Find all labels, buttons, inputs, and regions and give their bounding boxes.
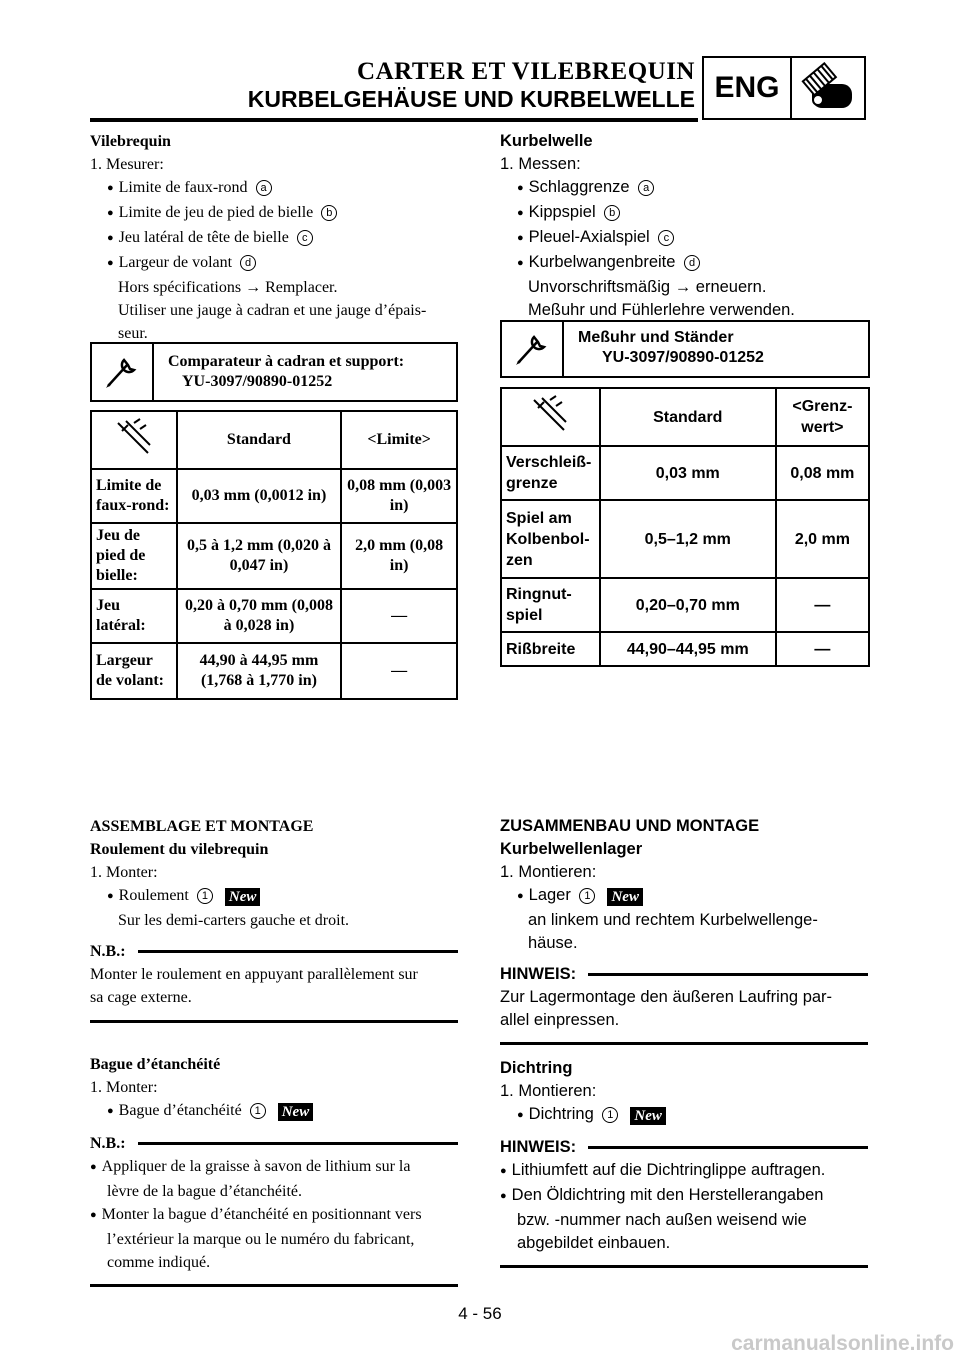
fr-nb-text: Monter le roulement en appuyant parallèlement sur xyxy=(90,966,418,983)
wrench-icon xyxy=(502,322,564,376)
fr-bullet: ● Limite de jeu de pied de bielle b xyxy=(90,201,460,226)
new-badge: New xyxy=(630,1107,666,1125)
fr-nb-text: l’extérieur la marque ou le numéro du fabricant, xyxy=(107,1231,415,1248)
caliper-icon xyxy=(91,411,177,469)
de-assembly-section xyxy=(500,815,868,1268)
de-hinweis-text: abgebildet einbauen. xyxy=(517,1234,671,1252)
fr-step: 1. Monter: xyxy=(90,864,158,881)
engine-icon xyxy=(792,58,864,118)
de-measure-section xyxy=(500,130,870,322)
header-title-fr: CARTER ET VILEBREQUIN xyxy=(357,58,695,85)
fr-measure-section xyxy=(90,130,460,345)
de-tool-line1: Meßuhr und Ständer xyxy=(578,329,734,346)
fr-nb-text: ● Appliquer de la graisse à savon de lithium sur la xyxy=(90,1155,458,1180)
de-bullet: ● Kurbelwangenbreite d xyxy=(500,251,870,276)
fr-nb-header: N.B.: xyxy=(90,940,458,963)
fr-tool-box xyxy=(90,342,458,402)
fr-nb-text: sa cage externe. xyxy=(90,989,192,1006)
de-hinweis-header: HINWEIS: xyxy=(500,963,868,986)
fr-spec-table xyxy=(90,410,458,700)
table-row: Spiel am Kolbenbol-zen 0,5–1,2 mm 2,0 mm xyxy=(501,500,869,578)
eng-badge xyxy=(702,56,866,120)
table-row: Jeu de pied de bielle: 0,5 à 1,2 mm (0,020 à 0,047 in) 2,0 mm (0,08 in) xyxy=(91,523,457,589)
de-instruction: Unvorschriftsmäßig → erneuern. xyxy=(528,278,767,296)
fr-nb-end-rule xyxy=(90,1284,458,1287)
de-step: 1. Montieren: xyxy=(500,1082,597,1100)
fr-step: 1. Mesurer: xyxy=(90,156,164,173)
de-section-title: ZUSAMMENBAU UND MONTAGE xyxy=(500,817,760,835)
new-badge: New xyxy=(225,888,261,906)
de-sub-heading: Dichtring xyxy=(500,1059,573,1077)
de-tool-line2: YU-3097/90890-01252 xyxy=(602,349,764,366)
de-instruction: Meßuhr und Fühlerlehre verwenden. xyxy=(528,301,795,319)
de-hinweis-text: bzw. -nummer nach außen weisend wie xyxy=(517,1211,807,1229)
de-header-std: Standard xyxy=(600,388,776,446)
table-row: Rißbreite 44,90–44,95 mm — xyxy=(501,632,869,666)
de-hinweis-text: ● Lithiumfett auf die Dichtringlippe auftragen. xyxy=(500,1159,868,1184)
fr-step: 1. Monter: xyxy=(90,1079,158,1096)
fr-item-note: Sur les demi-carters gauche et droit. xyxy=(118,912,350,929)
table-row: Jeu latéral: 0,20 à 0,70 mm (0,008 à 0,028 in) — xyxy=(91,589,457,643)
fr-instruction: seur. xyxy=(118,325,148,342)
de-item-note: häuse. xyxy=(528,934,578,952)
fr-nb-header: N.B.: xyxy=(90,1132,458,1155)
fr-header-limit: <Limite> xyxy=(341,411,457,469)
fr-assembly-section xyxy=(90,815,458,1287)
de-item-note: an linkem und rechtem Kurbelwellenge- xyxy=(528,911,818,929)
new-badge: New xyxy=(278,1103,314,1121)
table-row: Limite de faux-rond: 0,03 mm (0,0012 in) 0,08 mm (0,003 in) xyxy=(91,469,457,523)
de-spec-table xyxy=(500,387,870,667)
fr-tool-line1: Comparateur à cadran et support: xyxy=(168,353,405,370)
fr-nb-text: comme indiqué. xyxy=(107,1254,211,1271)
de-header-limit: <Grenz-wert> xyxy=(776,388,869,446)
de-item: ● Dichtring 1 New xyxy=(500,1103,868,1128)
de-hinweis-header: HINWEIS: xyxy=(500,1136,868,1159)
table-row: Ringnut-spiel 0,20–0,70 mm — xyxy=(501,578,869,632)
fr-heading: Vilebrequin xyxy=(90,133,171,150)
header-title-de: KURBELGEHÄUSE UND KURBELWELLE xyxy=(247,86,695,112)
fr-nb-text: lèvre de la bague d’étanchéité. xyxy=(107,1183,302,1200)
caliper-icon xyxy=(501,388,600,446)
page-number: 4 - 56 xyxy=(458,1304,502,1323)
fr-item: ● Roulement 1 New xyxy=(90,884,458,909)
table-row: Largeur de volant: 44,90 à 44,95 mm (1,768 à 1,770 in) — xyxy=(91,643,457,699)
de-bullet: ● Kippspiel b xyxy=(500,201,870,226)
new-badge: New xyxy=(607,888,643,906)
de-hinweis-text: allel einpressen. xyxy=(500,1011,620,1029)
fr-section-title: ASSEMBLAGE ET MONTAGE xyxy=(90,818,314,835)
fr-item: ● Bague d’étanchéité 1 New xyxy=(90,1099,458,1124)
fr-sub-heading: Bague d’étanchéité xyxy=(90,1056,221,1073)
de-bullet: ● Pleuel-Axialspiel c xyxy=(500,226,870,251)
de-sub-heading: Kurbelwellenlager xyxy=(500,840,643,858)
fr-bullet: ● Largeur de volant d xyxy=(90,251,460,276)
de-hinweis-end-rule xyxy=(500,1265,868,1268)
fr-sub-heading: Roulement du vilebrequin xyxy=(90,841,269,858)
fr-bullet: ● Limite de faux-rond a xyxy=(90,176,460,201)
de-tool-box xyxy=(500,320,870,378)
header-rule xyxy=(90,118,698,122)
fr-bullet: ● Jeu latéral de tête de bielle c xyxy=(90,226,460,251)
de-hinweis-text: ● Den Öldichtring mit den Herstellerangaben xyxy=(500,1184,868,1209)
fr-instruction: Utiliser une jauge à cadran et une jauge d’épais- xyxy=(118,302,427,319)
eng-label: ENG xyxy=(704,58,792,118)
de-heading: Kurbelwelle xyxy=(500,132,593,150)
de-step: 1. Montieren: xyxy=(500,863,597,881)
de-hinweis-text: Zur Lagermontage den äußeren Laufring par- xyxy=(500,988,833,1006)
fr-tool-line2: YU-3097/90890-01252 xyxy=(182,373,333,390)
fr-header-std: Standard xyxy=(177,411,342,469)
table-row: Verschleiß-grenze 0,03 mm 0,08 mm xyxy=(501,446,869,500)
de-step: 1. Messen: xyxy=(500,155,581,173)
fr-instruction: Hors spécifications → Remplacer. xyxy=(118,279,338,296)
watermark: carmanualsonline.info xyxy=(731,1332,954,1355)
de-bullet: ● Schlaggrenze a xyxy=(500,176,870,201)
fr-nb-text: ● Monter la bague d’étanchéité en positionnant vers xyxy=(90,1203,458,1228)
de-item: ● Lager 1 New xyxy=(500,884,868,909)
wrench-icon xyxy=(92,344,154,400)
